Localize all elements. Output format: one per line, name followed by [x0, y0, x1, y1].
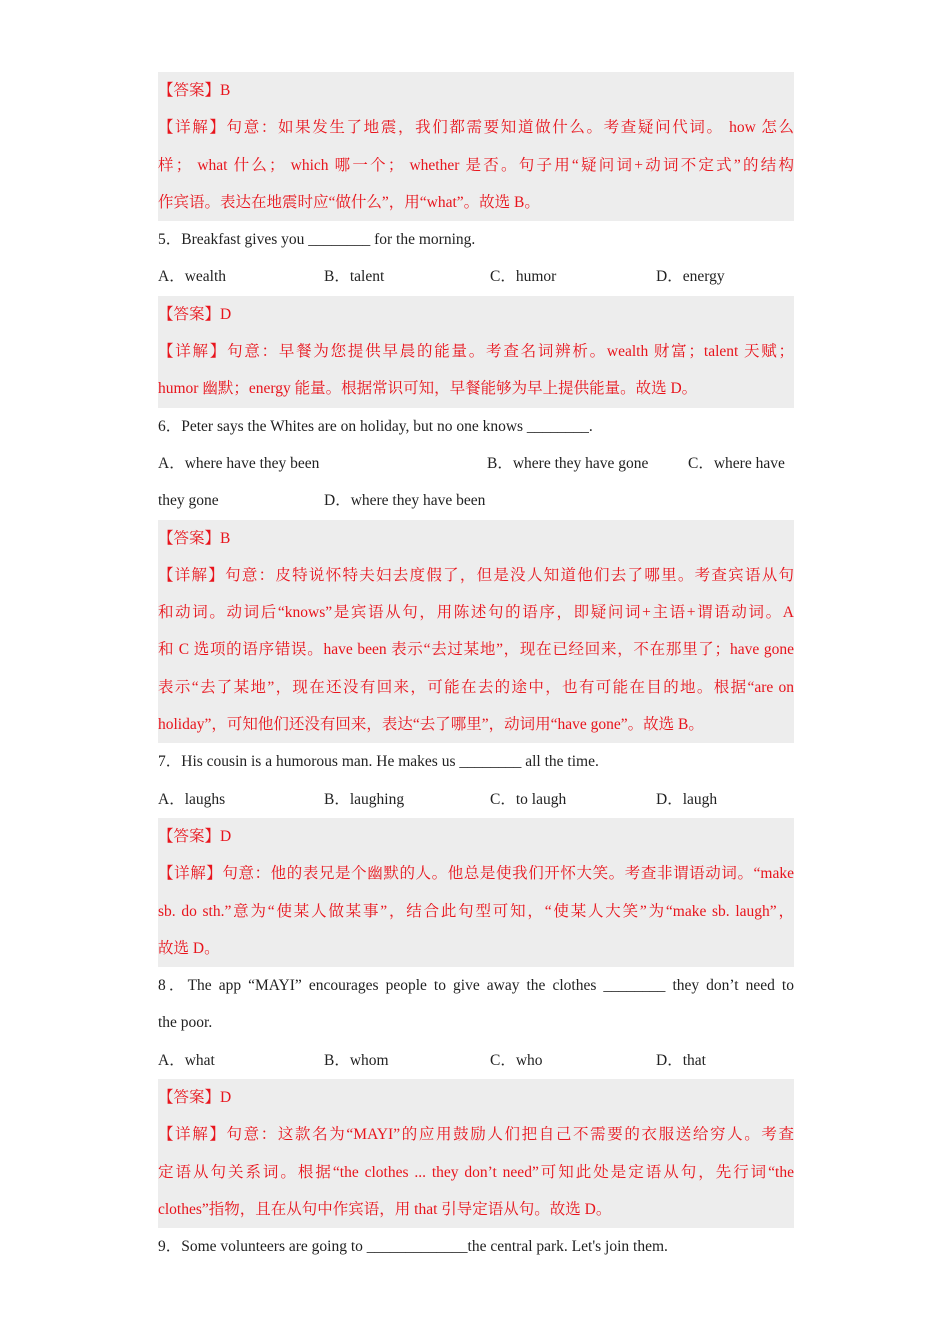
- option-c[interactable]: C．who: [490, 1051, 543, 1069]
- answer-label: 【答案】D: [158, 1079, 794, 1116]
- option-a[interactable]: A．where have they been: [158, 454, 320, 472]
- explanation: [158, 855, 794, 967]
- question-5: 5．Breakfast gives you ________ for the morning.: [158, 231, 476, 249]
- explanation-line: 和动词。动词后“knows”是宾语从句，用陈述句的语序，即疑问词+主语+谓语动词。A: [158, 594, 794, 631]
- explanation: [158, 1116, 794, 1228]
- explanation-line: 【详解】句意：这款名为“MAYI”的应用鼓励人们把自己不需要的衣服送给穷人。考查: [158, 1116, 794, 1153]
- explanation-line: holiday”，可知他们还没有回来，表达“去了哪里”，动词用“have gone”。故选 B。: [158, 706, 794, 743]
- document-content: [158, 72, 794, 1266]
- option-a[interactable]: A．what: [158, 1051, 215, 1069]
- explanation-line: 样； what 什么； which 哪一个； whether 是否。句子用“疑问词+动词不定式”的结构: [158, 147, 794, 184]
- answer-label: 【答案】B: [158, 520, 794, 557]
- options-5: [158, 258, 794, 295]
- explanation-line: clothes”指物，且在从句中作宾语，用 that 引导定语从句。故选 D。: [158, 1191, 794, 1228]
- option-d[interactable]: D．where they have been: [324, 492, 486, 510]
- option-c[interactable]: C．where have: [688, 454, 785, 472]
- answer-label: 【答案】B: [158, 72, 794, 109]
- explanation: [158, 109, 794, 221]
- explanation: [158, 333, 794, 408]
- question-8: 8．The app “MAYI” encourages people to give away the clothes ________ they don’t need to: [158, 977, 794, 995]
- explanation-line: 【详解】句意：皮特说怀特夫妇去度假了，但是没人知道他们去了哪里。考查宾语从句: [158, 557, 794, 594]
- option-a[interactable]: A．laughs: [158, 790, 226, 808]
- options-6-line1: [158, 445, 794, 482]
- option-d[interactable]: D．that: [656, 1051, 706, 1069]
- question-8-continued: the poor.: [158, 1014, 213, 1032]
- options-7: [158, 781, 794, 818]
- question-7: 7．His cousin is a humorous man. He makes us ________ all the time.: [158, 753, 599, 771]
- explanation-line: 和 C 选项的语序错误。have been 表示“去过某地”，现在已经回来，不在那里了；have gone: [158, 631, 794, 668]
- options-6-line2: [158, 482, 794, 519]
- explanation: [158, 557, 794, 743]
- option-c[interactable]: C．humor: [490, 268, 557, 286]
- explanation-line: 作宾语。表达在地震时应“做什么”，用“what”。故选 B。: [158, 184, 794, 221]
- answer-label: 【答案】D: [158, 296, 794, 333]
- explanation-line: 故选 D。: [158, 930, 794, 967]
- explanation-line: humor 幽默；energy 能量。根据常识可知，早餐能够为早上提供能量。故选 D。: [158, 370, 794, 407]
- options-8: [158, 1042, 794, 1079]
- question-6: 6．Peter says the Whites are on holiday, but no one knows ________.: [158, 417, 593, 435]
- option-c[interactable]: C．to laugh: [490, 790, 567, 808]
- explanation-line: 【详解】句意：早餐为您提供早晨的能量。考查名词辨析。wealth 财富；talent 天赋；: [158, 333, 794, 370]
- explanation-line: sb. do sth.”意为“使某人做某事”，结合此句型可知，“使某人大笑”为“make sb. laugh”，: [158, 893, 794, 930]
- option-b[interactable]: B．laughing: [324, 790, 405, 808]
- explanation-line: 【详解】句意：如果发生了地震，我们都需要知道做什么。考查疑问代词。 how 怎么: [158, 109, 794, 146]
- option-a[interactable]: A．wealth: [158, 268, 227, 286]
- explanation-line: 【详解】句意：他的表兄是个幽默的人。他总是使我们开怀大笑。考查非谓语动词。“make: [158, 855, 794, 892]
- explanation-line: 表示“去了某地”，现在还没有回来，可能在去的途中，也有可能在目的地。根据“are on: [158, 669, 794, 706]
- option-d[interactable]: D．laugh: [656, 790, 718, 808]
- option-c-continued: they gone: [158, 492, 219, 510]
- explanation-line: 定语从句关系词。根据“the clothes ... they don’t need”可知此处是定语从句，先行词“the: [158, 1154, 794, 1191]
- option-b[interactable]: B．whom: [324, 1051, 389, 1069]
- answer-label: 【答案】D: [158, 818, 794, 855]
- option-b[interactable]: B．talent: [324, 268, 385, 286]
- option-b[interactable]: B．where they have gone: [487, 454, 649, 472]
- option-d[interactable]: D．energy: [656, 268, 725, 286]
- question-9: 9．Some volunteers are going to _____________the central park. Let's join them.: [158, 1238, 668, 1256]
